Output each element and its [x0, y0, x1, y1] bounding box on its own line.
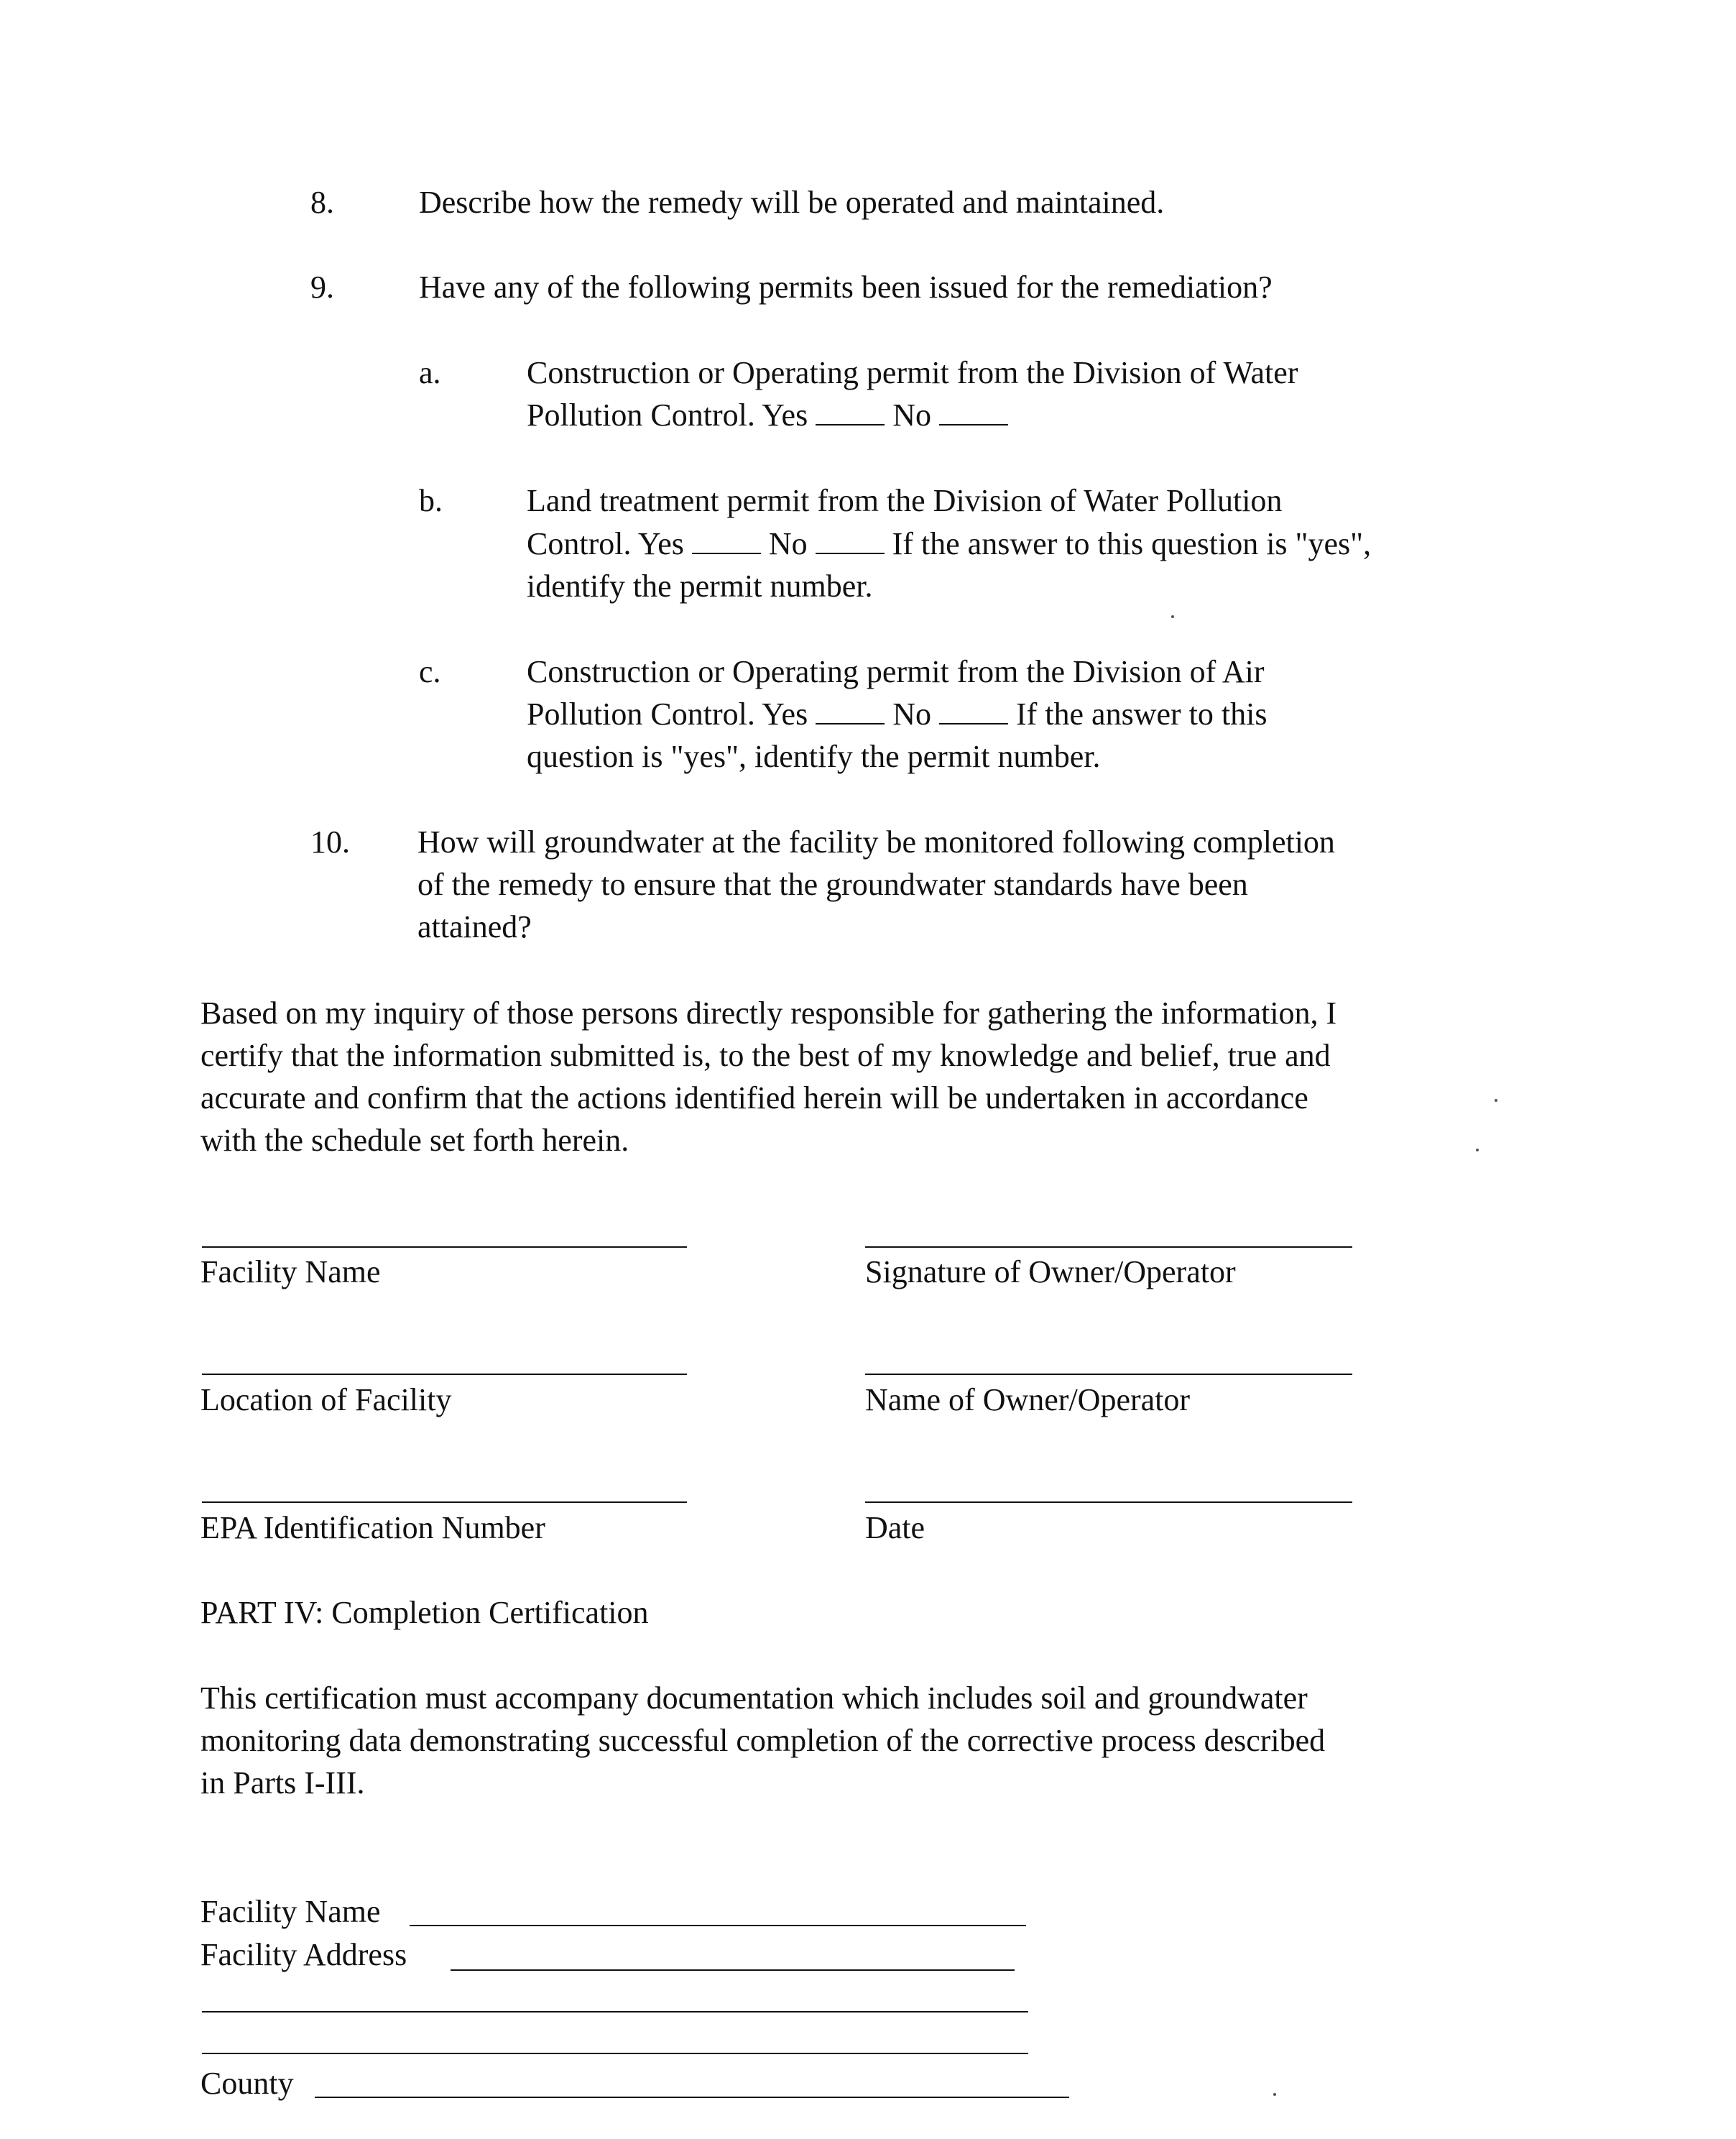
signature-line[interactable]: [865, 1246, 1352, 1248]
item-9a-line1: Construction or Operating permit from the Division of Water: [527, 355, 1298, 390]
date-line[interactable]: [865, 1501, 1352, 1503]
item-8-text: Describe how the remedy will be operated and maintained.: [419, 185, 1165, 220]
item-9a-no-blank[interactable]: [939, 398, 1008, 426]
epa-id-label: EPA Identification Number: [200, 1510, 545, 1545]
certification-line4: with the schedule set forth herein.: [200, 1123, 629, 1158]
date-label: Date: [865, 1510, 925, 1545]
scan-speck: [1476, 1149, 1479, 1151]
item-10-number: 10.: [310, 824, 350, 860]
part4-line2: monitoring data demonstrating successful completion of the corrective process described: [200, 1723, 1326, 1758]
item-9b-line2: [527, 523, 1371, 565]
item-10-line3: attained?: [417, 909, 532, 944]
item-9c-no-blank[interactable]: [939, 697, 1008, 724]
part4-line3: in Parts I-III.: [200, 1765, 365, 1800]
part4-line1: This certification must accompany documentation which includes soil and groundwater: [200, 1680, 1308, 1716]
completion-county-line[interactable]: [315, 2097, 1069, 2098]
item-9b-letter: b.: [419, 483, 443, 518]
facility-name-line[interactable]: [202, 1246, 687, 1248]
owner-name-label: Name of Owner/Operator: [865, 1382, 1191, 1417]
owner-name-line[interactable]: [865, 1374, 1352, 1375]
item-9b-no-blank[interactable]: [816, 527, 885, 554]
item-9c-yes-label: Pollution Control. Yes: [527, 696, 808, 732]
item-9c-line2: [527, 693, 1267, 735]
scan-speck: [1171, 615, 1174, 618]
item-9a-yes-blank[interactable]: [816, 398, 885, 426]
item-9c-letter: c.: [419, 654, 441, 689]
item-9a-yes-label: Pollution Control. Yes: [527, 397, 808, 433]
part4-heading: PART IV: Completion Certification: [200, 1595, 649, 1630]
item-9c-yes-blank[interactable]: [816, 697, 885, 724]
item-9a-line2: [527, 394, 1008, 436]
certification-line1: Based on my inquiry of those persons directly responsible for gathering the information, I: [200, 995, 1337, 1031]
item-9c-no-label: No: [892, 696, 931, 732]
completion-facility-name-label: Facility Name: [200, 1894, 381, 1929]
item-9-number: 9.: [310, 270, 334, 305]
item-9a-letter: a.: [419, 355, 441, 390]
item-9b-line3: identify the permit number.: [527, 569, 873, 604]
certification-line2: certify that the information submitted is, to the best of my knowledge and belief, true and: [200, 1038, 1331, 1073]
item-9a-no-label: No: [892, 397, 931, 433]
completion-address-line-3[interactable]: [202, 2053, 1028, 2054]
item-9-text: Have any of the following permits been issued for the remediation?: [419, 270, 1273, 305]
completion-address-line-2[interactable]: [202, 2011, 1028, 2012]
location-line[interactable]: [202, 1374, 687, 1375]
item-8-number: 8.: [310, 185, 334, 220]
completion-facility-address-line[interactable]: [451, 1969, 1015, 1971]
item-9b-followup: If the answer to this question is "yes",: [892, 526, 1372, 561]
completion-county-label: County: [200, 2066, 294, 2101]
facility-name-label: Facility Name: [200, 1254, 381, 1289]
item-9b-yes-label: Control. Yes: [527, 526, 684, 561]
completion-facility-address-label: Facility Address: [200, 1937, 407, 1972]
item-9c-followup: If the answer to this: [1016, 696, 1268, 732]
item-9b-yes-blank[interactable]: [692, 527, 761, 554]
completion-facility-name-line[interactable]: [410, 1925, 1026, 1926]
item-9b-no-label: No: [768, 526, 808, 561]
signature-label: Signature of Owner/Operator: [865, 1254, 1236, 1289]
certification-line3: accurate and confirm that the actions identified herein will be undertaken in accordance: [200, 1080, 1308, 1116]
scan-speck: [1273, 2093, 1276, 2096]
item-9b-line1: Land treatment permit from the Division of Water Pollution: [527, 483, 1283, 518]
item-9c-line1: Construction or Operating permit from the Division of Air: [527, 654, 1265, 689]
item-10-line1: How will groundwater at the facility be monitored following completion: [417, 824, 1335, 860]
location-label: Location of Facility: [200, 1382, 452, 1417]
epa-id-line[interactable]: [202, 1501, 687, 1503]
item-10-line2: of the remedy to ensure that the groundwater standards have been: [417, 867, 1248, 902]
item-9c-line3: question is "yes", identify the permit number.: [527, 739, 1101, 774]
scan-speck: [1495, 1099, 1497, 1102]
